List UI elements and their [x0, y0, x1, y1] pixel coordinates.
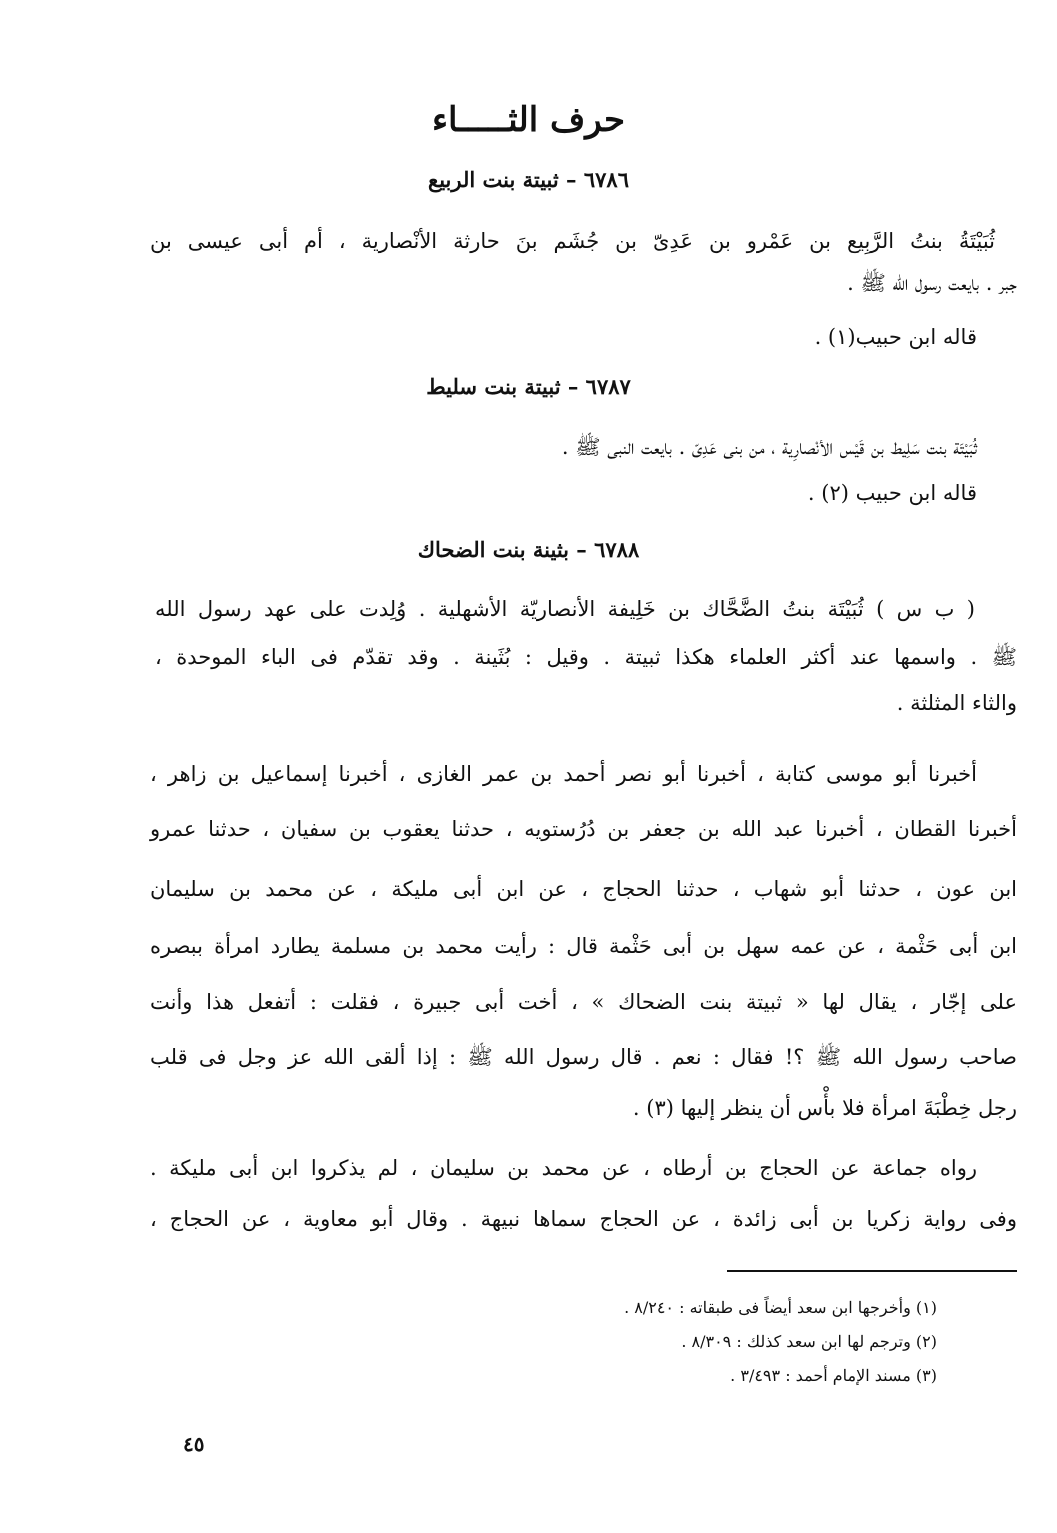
entry-heading-6786: ٦٧٨٦ – ثبيتة بنت الربيع: [428, 167, 629, 192]
hadith-line: ابن أبى حَثْمة ، عن عمه سهل بن أبى حَثْمة قال : رأيت محمد بن مسلمة يطارد امرأة ببصره: [150, 934, 1017, 958]
footnote: (٢) وترجم لها ابن سعد كذلك : ٨/٣٠٩ .: [681, 1332, 937, 1351]
footnote-rule: [727, 1270, 1017, 1272]
entry-text-line: ثُبَيْتَة بنت سَلِيط بن قَيْس الأنْصارِية ، من بنى عَدِىّ . بايعت النبى ﷺ .: [561, 435, 977, 459]
footnote: (٣) مسند الإمام أحمد : ٣/٤٩٣ .: [730, 1366, 937, 1385]
entry-text-line: جبر . بايعت رسول الله ﷺ .: [847, 271, 1017, 295]
hadith-line: أخبرنا القطان ، أخبرنا عبد الله بن جعفر بن دُرُستويه ، حدثنا يعقوب بن سفيان ، حدثنا عمرو: [150, 817, 1017, 841]
hadith-line: أخبرنا أبو موسى كتابة ، أخبرنا أبو نصر أحمد بن عمر الغازى ، أخبرنا إسماعيل بن زاهر ،: [150, 762, 977, 786]
riwaya-line: وفى رواية زكريا بن أبى زائدة ، عن الحجاج سماها نبيهة . وقال أبو معاوية ، عن الحجاج ،: [150, 1207, 1017, 1231]
entry-text-line: والثاء المثلثة .: [896, 691, 1017, 715]
hadith-line: على إجّار ، يقال لها « ثبيتة بنت الضحاك » ، أخت أبى جبيرة ، فقلت : أتفعل هذا وأنت: [150, 990, 1017, 1014]
entry-heading-6788: ٦٧٨٨ – بثينة بنت الضحاك: [417, 537, 640, 562]
riwaya-line: رواه جماعة عن الحجاج بن أرطاه ، عن محمد بن سليمان ، لم يذكروا ابن أبى مليكة .: [150, 1156, 977, 1180]
hadith-line: ابن عون ، حدثنا أبو شهاب ، حدثنا الحجاج ، عن ابن أبى مليكة ، عن محمد بن سليمان: [150, 877, 1017, 901]
entry-heading-6787: ٦٧٨٧ – ثبيتة بنت سليط: [426, 374, 631, 399]
hadith-line: صاحب رسول الله ﷺ ؟! فقال : نعم . قال رسول الله ﷺ : إذا ألقى الله عز وجل فى قلب: [150, 1045, 1017, 1069]
hadith-line: رجل خِطْبَةَ امرأة فلا بأْس أن ينظر إليها (٣) .: [632, 1096, 1017, 1120]
page-number: ٤٥: [183, 1432, 205, 1456]
entry-text-line: ( ب س ) ثُبَيْتَة بنتُ الضَّحَّاك بن خَلِيفة الأنصاريّة الأشهلية . وُلِدت على عهد رسول الله: [155, 597, 975, 621]
entry-text-line: ﷺ . واسمها عند أكثر العلماء هكذا ثبيتة . وقيل : بُثَينة . وقد تقدّم فى الباء الموحدة ،: [155, 645, 1017, 669]
entry-source-line: قاله ابن حبيب(١) .: [814, 325, 977, 349]
entry-source-line: قاله ابن حبيب (٢) .: [807, 481, 977, 505]
footnote: (١) وأخرجها ابن سعد أيضاً فى طبقاته : ٨/٢٤٠ .: [624, 1298, 937, 1317]
chapter-title: حرف الثـــــاء: [431, 100, 626, 140]
entry-text-line: ثُبَيْتَةُ بنتُ الرَّبِيع بن عَمْرو بن عَدِىّ بن جُشَم بنَ حارثة الأنْصارية ، أم أبى عيسى بن: [150, 229, 995, 253]
